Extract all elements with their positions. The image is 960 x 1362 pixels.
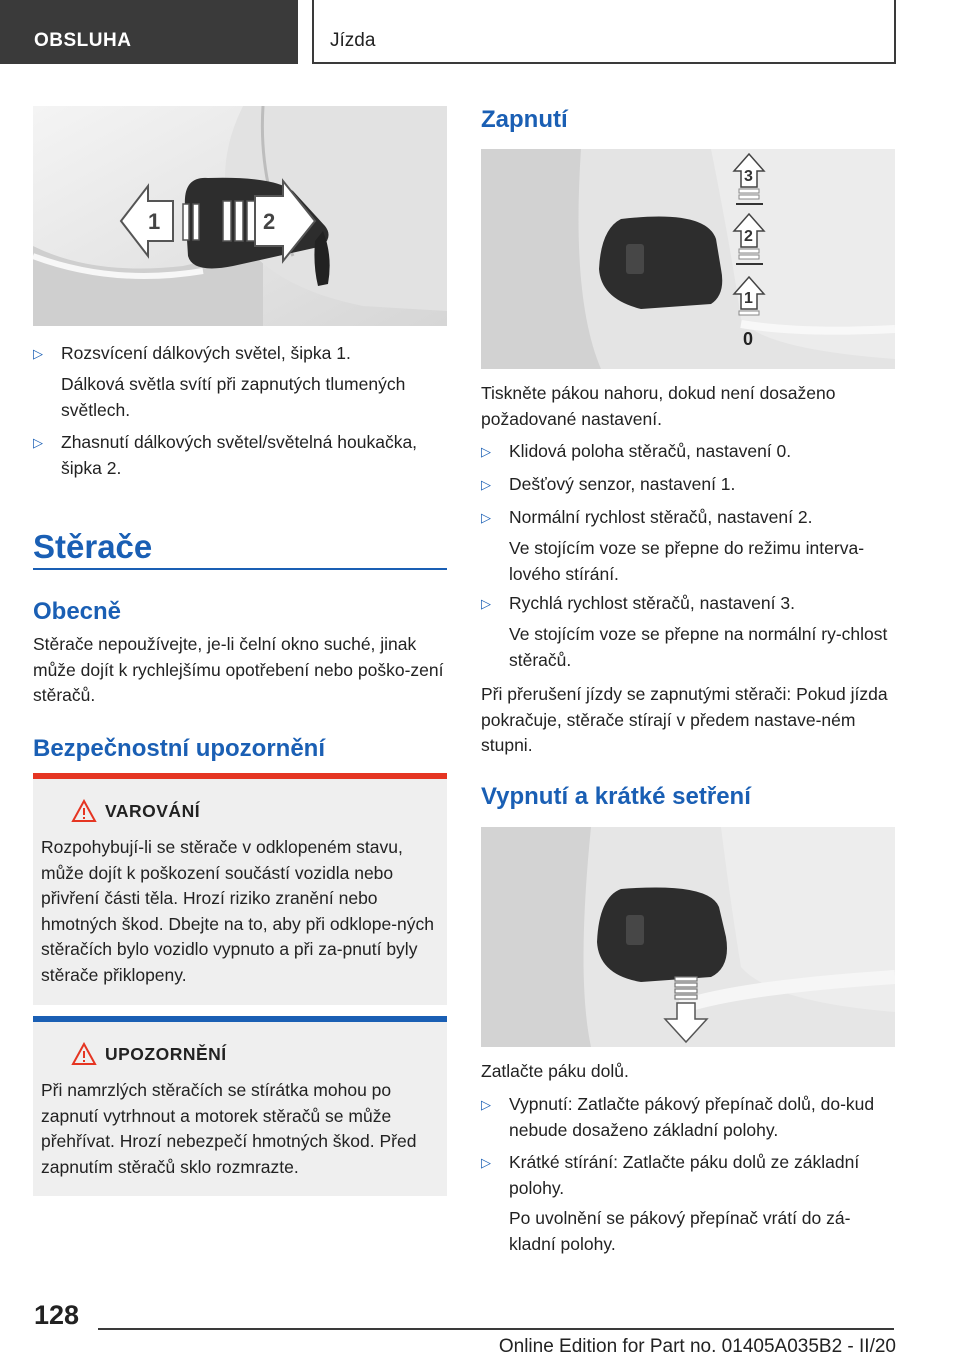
caution-triangle-icon	[71, 1042, 97, 1071]
list-item: ▷ Dešťový senzor, nastavení 1.	[481, 472, 895, 498]
wiper-on-figure	[481, 149, 895, 369]
chapter-tab	[312, 0, 896, 64]
list-item: ▷ Rychlá rychlost stěračů, nastavení 3.	[481, 591, 895, 617]
bullet-triangle-icon: ▷	[33, 435, 43, 450]
warning-box	[33, 773, 447, 1005]
section-tab	[0, 0, 298, 64]
high-beam-stalk-figure	[33, 106, 447, 326]
list-item-note: Ve stojícím voze se přepne na normální ry-chlost stěračů.	[509, 624, 888, 670]
list-item: ▷ Normální rychlost stěračů, nastavení 2.	[481, 505, 895, 531]
list-item: ▷ Vypnutí: Zatlačte pákový přepínač dolů, do-kud nebude dosaženo základní polohy.	[481, 1094, 875, 1140]
arrow-label-2: 2	[263, 209, 276, 234]
list-item-note: Po uvolnění se pákový přepínač vrátí do zá-kladní polohy.	[509, 1208, 851, 1254]
bullet-triangle-icon: ▷	[481, 477, 491, 492]
list-item-note: Ve stojícím voze se přepne do režimu interva-lového stírání.	[509, 538, 865, 584]
on-paragraph: Tiskněte pákou nahoru, dokud není dosaženo požadované nastavení.	[481, 383, 836, 429]
list-item: ▷ Klidová poloha stěračů, nastavení 0.	[481, 439, 895, 465]
subsection-heading-on: Zapnutí	[481, 106, 568, 133]
section-heading: Stěrače	[33, 528, 153, 565]
subsection-heading-off: Vypnutí a krátké setření	[481, 783, 751, 810]
bullet-triangle-icon: ▷	[481, 1155, 491, 1170]
warning-title: VAROVÁNÍ	[105, 801, 201, 821]
bullet-triangle-icon: ▷	[481, 510, 491, 525]
subsection-heading-safety: Bezpečnostní upozornění	[33, 735, 326, 762]
caution-box	[33, 1016, 447, 1196]
wiper-off-figure	[481, 827, 895, 1047]
warning-text: Rozpohybují-li se stěrače v odklopeném stavu, může dojít k poškození součástí vozidla nebo přivření části těla. Hrozí riziko zranění nebo hmotných škod. Dbejte na to, aby při odklope-ných stěračích bylo vozidlo vypnuto a při za-pnutí byly stěrače přiklopeny.	[41, 837, 434, 985]
list-item: ▷ Krátké stírání: Zatlačte páku dolů ze základní polohy.	[481, 1152, 860, 1198]
list-item-note: Dálková světla svítí při zapnutých tlumených světlech.	[61, 374, 406, 420]
setting-label-0: 0	[743, 329, 754, 349]
off-paragraph: Zatlačte páku dolů.	[481, 1061, 629, 1081]
interrupt-paragraph: Při přerušení jízdy se zapnutými stěrači: Pokud jízda pokračuje, stěrače stírají v předem nastave-ném stupni.	[481, 684, 888, 755]
bullet-triangle-icon: ▷	[481, 1097, 491, 1112]
list-item: ▷ Rozsvícení dálkových světel, šipka 1.	[33, 341, 447, 367]
footer-rule	[98, 1328, 894, 1330]
chapter-label: Jízda	[330, 30, 376, 51]
general-paragraph: Stěrače nepoužívejte, je-li čelní okno suché, jinak může dojít k rychlejšímu opotřebení nebo poško-zení stěračů.	[33, 634, 444, 705]
section-label: OBSLUHA	[34, 30, 132, 51]
caution-title: UPOZORNĚNÍ	[105, 1044, 227, 1064]
setting-label-3: 3	[744, 168, 753, 185]
subsection-heading-general: Obecně	[33, 598, 122, 625]
bullet-triangle-icon: ▷	[33, 346, 43, 361]
setting-label-2: 2	[744, 228, 753, 245]
footer-edition: Online Edition for Part no. 01405A035B2 - II/20	[498, 1336, 896, 1357]
list-item: ▷ Zhasnutí dálkových světel/světelná houkačka, šipka 2.	[33, 432, 418, 478]
caution-text: Při namrzlých stěračích se stírátka mohou po zapnutí vytrhnout a motorek stěračů se může přehřívat. Hrozí nebezpečí hmotných škod. Před zapnutím stěračů sklo rozmrazte.	[41, 1080, 417, 1177]
arrow-label-1: 1	[148, 209, 161, 234]
page-number: 128	[34, 1300, 80, 1330]
setting-label-1: 1	[744, 290, 753, 307]
bullet-triangle-icon: ▷	[481, 444, 491, 459]
warning-triangle-icon	[71, 799, 97, 828]
heading-rule	[33, 568, 447, 570]
bullet-triangle-icon: ▷	[481, 596, 491, 611]
